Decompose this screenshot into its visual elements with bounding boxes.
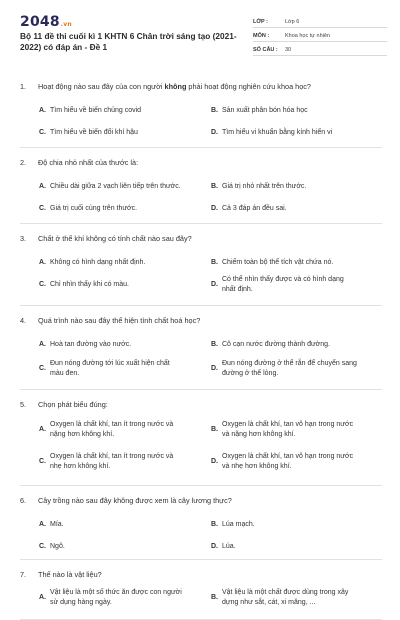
option-letter: B. [211, 341, 218, 348]
option-line: Tìm hiểu vi khuẩn bằng kính hiển vi [222, 129, 333, 136]
option-line: Sản xuất phân bón hóa học [222, 107, 308, 114]
question-prompt: Cây trồng nào sau đây không được xem là cây lương thực? [38, 496, 232, 505]
option-text [50, 106, 141, 116]
option-letter: C. [39, 129, 46, 136]
option-text [50, 258, 145, 268]
question-prompt: Hoạt động nào sau đây của con người [38, 82, 165, 91]
option-letter: B. [211, 521, 218, 528]
question-text [20, 496, 232, 505]
meta-row-class [253, 14, 387, 28]
question-number: 3. [20, 234, 27, 243]
option-line: Tìm hiểu về biến chủng covid [50, 107, 142, 114]
meta-label: MÔN : [253, 33, 270, 39]
exam-meta [253, 14, 387, 56]
option-text [50, 340, 131, 350]
option-line: Oxygen là chất khí, tan vô hạn trong nước [222, 453, 354, 460]
option-text [222, 275, 344, 295]
option-text [222, 420, 353, 440]
question-prompt: Quá trình nào sau đây thể hiện tính chất hoá học? [38, 316, 201, 325]
option-line: Hoà tan đường vào nước. [50, 341, 132, 348]
question-item [20, 390, 382, 486]
option-line: Đun nóng đường ở thể rắn để chuyển sang [222, 360, 357, 367]
meta-value: Khoa học tự nhiên [285, 33, 330, 39]
option-line: Oxygen là chất khí, tan ít trong nước và [50, 453, 174, 460]
option-letter: A. [39, 521, 46, 528]
exam-title: Bộ 11 đề thi cuối kì 1 KHTN 6 Chân trời sáng tạo (2021-2022) có đáp án - Đề 1 [20, 31, 237, 52]
option-letter: D. [211, 281, 218, 288]
option-line: Chỉ nhìn thấy khi có màu. [50, 281, 129, 288]
option-text [50, 588, 182, 608]
option-text [50, 452, 173, 472]
option-line: và nặng hơn không khí. [222, 431, 296, 438]
option-line: nhẹ hơn không khí. [50, 463, 111, 470]
option-line: Chiếm toàn bộ thể tích vật chứa nó. [222, 259, 334, 266]
question-prompt: phải hoạt động nghiên cứu khoa học? [186, 82, 311, 91]
option-letter: C. [39, 458, 46, 465]
option-text [50, 420, 173, 440]
option-text [222, 452, 353, 472]
option-line: Giá trị cuối cùng trên thước. [50, 205, 138, 212]
option-text [222, 258, 333, 268]
question-text [20, 234, 192, 243]
option-text [50, 280, 129, 290]
option-letter: A. [39, 259, 46, 266]
option-text [222, 588, 348, 608]
option-text [222, 359, 357, 379]
question-prompt: Chất ở thể khí không có tính chất nào sau đây? [38, 234, 192, 243]
option-letter: B. [211, 594, 218, 601]
meta-value: 30 [285, 47, 292, 53]
option-text [222, 204, 287, 214]
meta-label: SỐ CÂU : [253, 47, 278, 53]
meta-label: LỚP : [253, 19, 268, 25]
question-text [20, 158, 138, 167]
question-item [20, 486, 382, 560]
question-number: 7. [20, 570, 27, 579]
option-line: Vật liệu là một chất được dùng trong xây [222, 589, 349, 596]
option-text [50, 182, 181, 192]
question-text [20, 316, 200, 325]
option-line: Vật liệu là một số thức ăn được con người [50, 589, 182, 596]
question-prompt: Thế nào là vật liệu? [38, 570, 102, 579]
option-text [222, 542, 236, 552]
option-letter: C. [39, 365, 46, 372]
option-line: nặng hơn không khí. [50, 431, 115, 438]
question-number: 5. [20, 400, 27, 409]
option-letter: B. [211, 426, 218, 433]
option-line: dựng như sắt, cát, xi măng, ... [222, 599, 316, 606]
option-line: Oxygen là chất khí, tan ít trong nước và [50, 421, 174, 428]
option-text [222, 128, 332, 138]
question-number: 6. [20, 496, 27, 505]
option-line: nhất định. [222, 286, 253, 293]
question-item [20, 224, 382, 306]
option-letter: A. [39, 426, 46, 433]
question-text [20, 570, 102, 579]
option-line: màu đen. [50, 370, 80, 377]
option-line: Có thể nhìn thấy được và có hình dạng [222, 276, 344, 283]
meta-row-subject [253, 28, 387, 42]
option-line: Lúa. [222, 543, 236, 550]
option-text [222, 520, 255, 530]
option-letter: C. [39, 543, 46, 550]
question-number: 4. [20, 316, 27, 325]
option-line: Không có hình dạng nhất định. [50, 259, 146, 266]
option-text [50, 359, 170, 379]
page-header [20, 14, 382, 60]
option-line: Tìm hiểu về biến đổi khí hậu [50, 129, 138, 136]
logo-text: 2048 [20, 14, 60, 30]
question-emphasis: không [164, 82, 187, 91]
option-line: sử dụng hàng ngày. [50, 599, 112, 606]
option-letter: D. [211, 365, 218, 372]
option-text [50, 204, 137, 214]
question-item [20, 306, 382, 390]
option-line: Cả 3 đáp án đều sai. [222, 205, 287, 212]
option-line: Đun nóng đường tới lúc xuất hiện chất [50, 360, 170, 367]
option-line: và nhẹ hơn không khí. [222, 463, 292, 470]
option-line: Mía. [50, 521, 64, 528]
option-letter: D. [211, 205, 218, 212]
option-line: đường ở thể lỏng. [222, 370, 279, 377]
option-line: Ngô. [50, 543, 65, 550]
option-letter: A. [39, 341, 46, 348]
option-line: Chiều dài giữa 2 vạch liên tiếp trên thước. [50, 183, 181, 190]
option-letter: D. [211, 543, 218, 550]
option-line: Cô cạn nước đường thành đường. [222, 341, 331, 348]
question-list [20, 72, 382, 620]
meta-value: Lớp 6 [285, 19, 300, 25]
option-letter: D. [211, 458, 218, 465]
option-text [50, 520, 64, 530]
question-prompt: Độ chia nhỏ nhất của thước là: [38, 158, 139, 167]
question-item [20, 560, 382, 620]
option-letter: A. [39, 107, 46, 114]
option-line: Lúa mạch. [222, 521, 255, 528]
option-letter: C. [39, 205, 46, 212]
question-item [20, 72, 382, 148]
option-line: Oxygen là chất khí, tan vô hạn trong nước [222, 421, 354, 428]
option-text [222, 340, 330, 350]
option-letter: B. [211, 107, 218, 114]
logo-suffix: .vn [60, 21, 72, 28]
option-letter: C. [39, 281, 46, 288]
question-text [20, 82, 311, 91]
question-item [20, 148, 382, 224]
question-text [20, 400, 108, 409]
option-letter: B. [211, 259, 218, 266]
option-text [222, 106, 308, 116]
question-number: 1. [20, 82, 27, 91]
option-text [50, 542, 65, 552]
option-line: Giá trị nhỏ nhất trên thước. [222, 183, 307, 190]
option-letter: D. [211, 129, 218, 136]
option-letter: B. [211, 183, 218, 190]
question-prompt: Chọn phát biểu đúng: [38, 400, 108, 409]
meta-row-count [253, 42, 387, 56]
question-number: 2. [20, 158, 27, 167]
option-text [222, 182, 306, 192]
option-letter: A. [39, 183, 46, 190]
option-letter: A. [39, 594, 46, 601]
option-text [50, 128, 138, 138]
